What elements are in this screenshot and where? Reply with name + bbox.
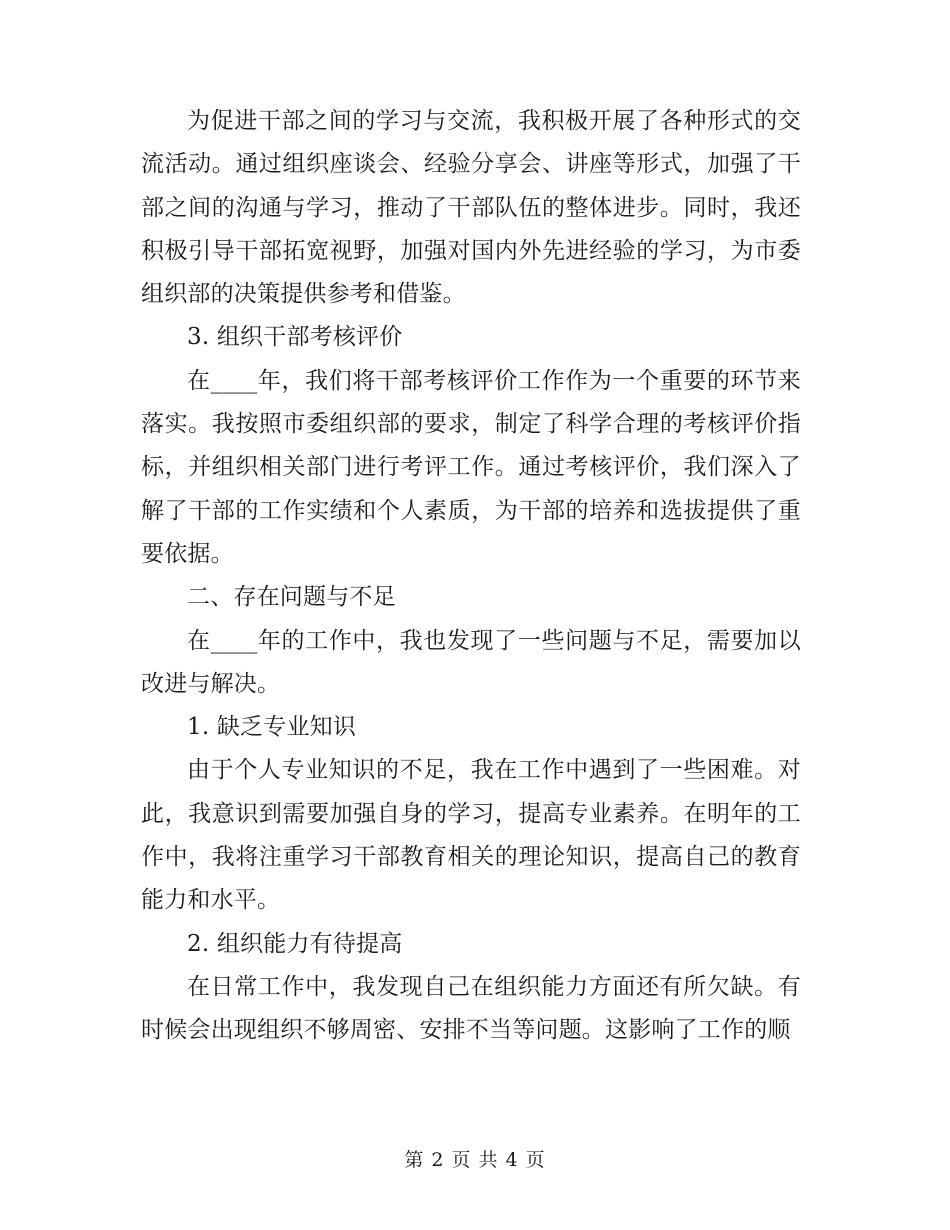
paragraph-organization-ability: 在日常工作中，我发现自己在组织能力方面还有所欠缺。有时候会出现组织不够周密、安排不当等问题。这影响了工作的顺 xyxy=(141,973,801,1044)
paragraph-exchange-activities: 为促进干部之间的学习与交流，我积极开展了各种形式的交流活动。通过组织座谈会、经验分享会、讲座等形式，加强了干部之间的沟通与学习，推动了干部队伍的整体进步。同时，我还积极引导干部拓宽视野，加强对国内外先进经验的学习，为市委组织部的决策提供参考和借鉴。 xyxy=(141,108,801,308)
heading-cadre-assessment: 3. 组织干部考核评价 xyxy=(187,324,403,351)
page-number-footer: 第 2 页 共 4 页 xyxy=(404,1149,546,1171)
paragraph-cadre-assessment: 在____年，我们将干部考核评价工作作为一个重要的环节来落实。我按照市委组织部的要求，制定了科学合理的考核评价指标，并组织相关部门进行考评工作。通过考核评价，我们深入了解了干部的工作实绩和个人素质，为干部的培养和选拔提供了重要依据。 xyxy=(141,367,801,567)
paragraph-problems-intro: 在____年的工作中，我也发现了一些问题与不足，需要加以改进与解决。 xyxy=(141,627,801,697)
heading-organization-ability: 2. 组织能力有待提高 xyxy=(187,930,403,957)
heading-lack-knowledge: 1. 缺乏专业知识 xyxy=(187,714,357,741)
heading-problems-shortcomings: 二、存在问题与不足 xyxy=(187,584,396,611)
paragraph-lack-knowledge: 由于个人专业知识的不足，我在工作中遇到了一些困难。对此，我意识到需要加强自身的学习，提高专业素养。在明年的工作中，我将注重学习干部教育相关的理论知识，提高自己的教育能力和水平。 xyxy=(141,757,801,914)
document-body xyxy=(141,100,801,1053)
